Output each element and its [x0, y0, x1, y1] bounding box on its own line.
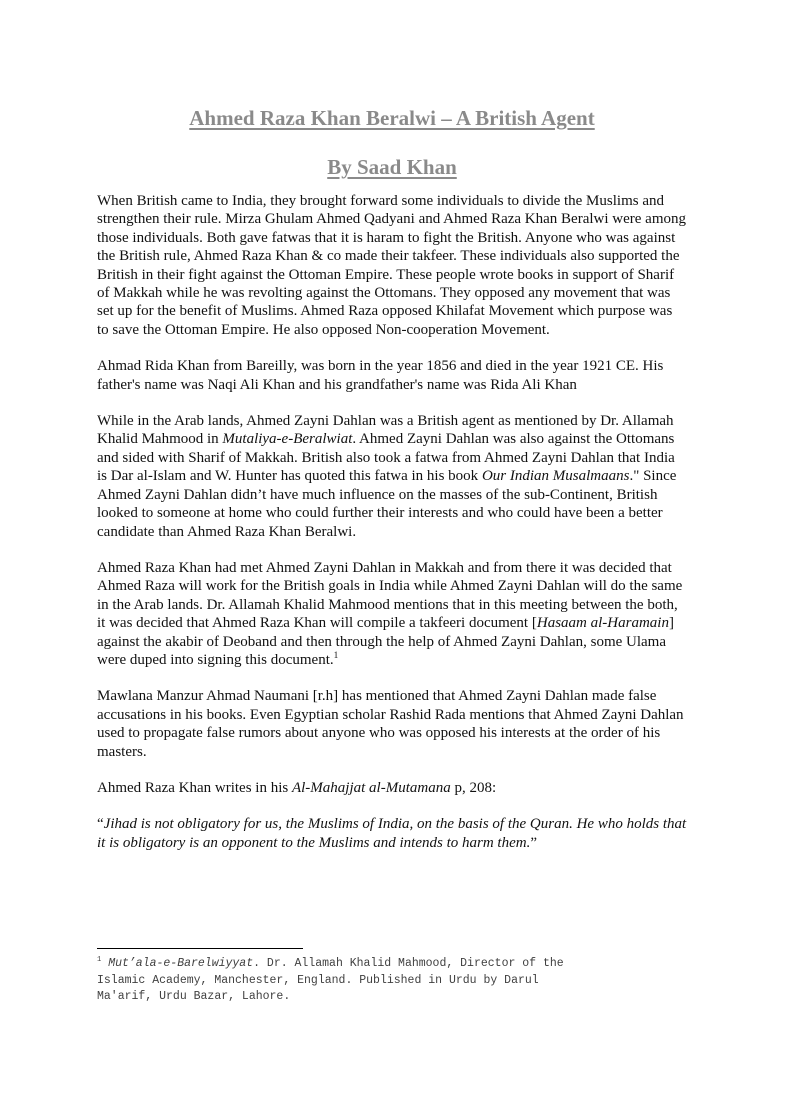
italic-text-run: Jihad is not obligatory for us, the Muslims of India, on the basis of the Quran. He who holds that it is obligatory is an opponent to the Muslims and intends to harm them. — [97, 816, 687, 851]
text-run: . Ahmed Zayni Dahlan was also against the Ottomans and sided with Sharif of Makkah. British also took a fatwa from Ahmed Zayni Dahlan that India is Dar al-Islam and W. Hunter has quoted this fatwa in his book — [97, 431, 675, 485]
body-paragraph — [97, 559, 687, 669]
document-byline: By Saad Khan — [327, 155, 457, 179]
body-paragraph — [97, 192, 687, 339]
footnote-reference-marker: 1 — [333, 650, 339, 661]
text-run: . Dr. Allamah Khalid Mahmood, Director of the Islamic Academy, Manchester, England. Published in Urdu by Darul Ma'arif, Urdu Bazar, Lahore. — [97, 957, 564, 1003]
italic-text-run: Hasaam al-Haramain — [536, 615, 669, 632]
footnote-text — [97, 956, 599, 1006]
footnote-area — [97, 948, 687, 1006]
body-paragraph — [97, 779, 687, 797]
italic-text-run: Our Indian Musalmaans — [481, 468, 630, 485]
text-run: ” — [530, 834, 537, 851]
text-run: ." Since Ahmed Zayni Dahlan didn’t have much influence on the masses of the sub-Continent, British looked to someone at home who could further their interests and who could have been a better candidate than Ahmed Raza Khan Beralwi. — [97, 468, 677, 540]
footnote-separator — [97, 948, 303, 949]
text-run: ] against the akabir of Deoband and then through the help of Ahmed Zayni Dahlan, some Ulama were duped into signing this document. — [97, 615, 674, 668]
document-content — [97, 0, 687, 870]
body-paragraph — [97, 412, 687, 541]
italic-text-run: Mut’ala-e-Barelwiyyat — [108, 957, 254, 970]
text-run: p, 208: — [450, 779, 497, 796]
document-body — [97, 192, 687, 852]
text-run: Ahmad Rida Khan from Bareilly, was born in the year 1856 and died in the year 1921 CE. His father's name was Naqi Ali Khan and his grandfather's name was Rida Ali Khan — [97, 358, 664, 393]
text-run: When British came to India, they brought forward some individuals to divide the Muslims and strengthen their rule. Mirza Ghulam Ahmed Qadyani and Ahmed Raza Khan Beralwi were among those individuals. Both gave fatwas that it is haram to fight the British. Anyone who was against the British rule, Ahmed Raza Khan & co made their takfeer. These individuals also supported the British in their fight against the Ottoman Empire. These people wrote books in support of Sharif of Makkah while he was revolting against the Ottomans. They opposed any movement that was set up for the benefit of Muslims. Ahmed Raza opposed Khilafat Movement which purpose was to save the Ottoman Empire. He also opposed Non-cooperation Movement. — [97, 193, 686, 338]
text-run: While in the Arab lands, Ahmed Zayni Dahlan was a British agent as mentioned by Dr. Allamah Khalid Mahmood in — [97, 413, 674, 448]
text-run: Ahmed Raza Khan writes in his — [97, 779, 292, 796]
body-paragraph — [97, 687, 687, 761]
footnote-marker: 1 — [97, 956, 102, 965]
italic-text-run: Al-Mahajjat al-Mutamana — [291, 779, 451, 796]
italic-text-run: Mutaliya-e-Beralwiat — [222, 431, 353, 448]
text-run: “ — [97, 816, 104, 833]
body-paragraph — [97, 357, 687, 394]
text-run: Mawlana Manzur Ahmad Naumani [r.h] has mentioned that Ahmed Zayni Dahlan made false accusations in his books. Even Egyptian scholar Rashid Rada mentions that Ahmed Zayni Dahlan used to propagate false rumors about anyone who was opposed his interests at the order of his masters. — [97, 688, 684, 760]
document-title: Ahmed Raza Khan Beralwi – A British Agent — [189, 106, 595, 130]
quote-paragraph — [97, 815, 687, 852]
text-run: Ahmed Raza Khan had met Ahmed Zayni Dahlan in Makkah and from there it was decided that Ahmed Raza will work for the British goals in India while Ahmed Zayni Dahlan will do the same in the Arab lands. Dr. Allamah Khalid Mahmood mentions that in this meeting between the both, it was decided that Ahmed Raza Khan will compile a takfeeri document [ — [97, 559, 683, 632]
